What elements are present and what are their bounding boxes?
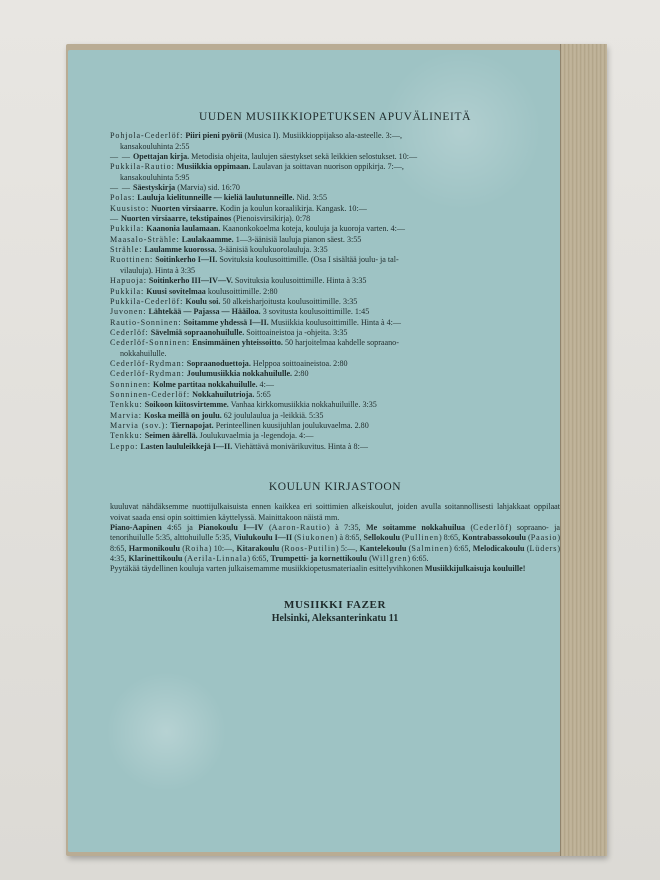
entry-description: (Marvia) sid. 16:70 [175, 183, 240, 193]
entry-title: Laulakaamme. [181, 234, 234, 244]
entry-title: Laulamme kuorossa. [144, 245, 217, 255]
school-author: Aerila-Linnala [187, 554, 248, 564]
entry-title: Kolme partitaa nokkahuilulle. [152, 379, 258, 389]
entry-item [110, 183, 560, 193]
entry-author: Leppo: [110, 441, 139, 451]
entry-description: 62 joululaulua ja -leikkiä. 5:35 [221, 410, 324, 420]
entry-title: Soitinkerho III—IV—V. [148, 276, 233, 286]
school-title: Sellokoulu [363, 533, 400, 543]
entry-item [110, 193, 560, 203]
publisher-block [110, 599, 560, 625]
entry-description: Helppoa soittoaineistoa. 2:80 [250, 358, 348, 368]
entry-title: Joulumusiikkia nokkahuilulle. [186, 369, 293, 379]
school-author: Roos-Putilin [284, 543, 336, 553]
entry-title: Soitamme yhdessä I—II. [183, 317, 269, 327]
entry-description: Vanhaa kirkkomusiikkia nokkahuiluille. 3:35 [228, 400, 377, 410]
entry-item [110, 421, 560, 431]
entry-title: Sävelmiä sopraanohuilulle. [150, 327, 245, 337]
school-author: Willgren [371, 554, 408, 564]
entry-description: (Pienoisvirsikirja). 0:78 [231, 214, 311, 224]
school-price: ) 6:65, [449, 543, 473, 553]
entry-item [110, 307, 560, 317]
entry-author: Tenkku: [110, 431, 143, 441]
entry-item [110, 369, 560, 379]
library-intro: kuuluvat nähdäksemme nuottijulkaisuista ennen kaikkea eri soittimien alkeiskoulut, joiden avulla soitannollisesti lahjakkaat oppilaat voivat saada ensi opin soittimien käyttelyssä. Mainittakoon näistä mm. [110, 502, 560, 522]
entry-description: Sovituksia koulusoittimille. (Osa I sisältää joulu- ja tal- [217, 255, 399, 265]
school-text: ( [263, 523, 272, 533]
brochure-text: Pyytäkää täydellinen kouluja varten julkaisemamme musiikkiopetusmateriaalin esittelyvihkonen [110, 564, 425, 574]
school-title: Piano-Aapinen [110, 523, 162, 533]
entry-description: 50 harjoitelmaa kahdelle sopraano- [282, 338, 399, 348]
school-text: ( [367, 554, 372, 564]
entry-author: Cederlöf: [110, 327, 149, 337]
entry-description: 50 alkeisharjoitusta koulusoittimille. 3:35 [220, 296, 358, 306]
entry-item [110, 338, 560, 359]
school-title: Pianokoulu I—IV [198, 523, 264, 533]
heading-teaching-aids: UUDEN MUSIIKKIOPETUKSEN APUVÄLINEITÄ [198, 111, 472, 123]
entry-title: Nuorten virsiaarre, tekstipainos [121, 214, 232, 224]
publisher-name: MUSIIKKI FAZER [283, 598, 386, 611]
entry-item [110, 235, 560, 245]
entry-author: Marvia: [110, 410, 142, 420]
entry-description: 1—3-äänisiä lauluja pianon säest. 3:55 [233, 234, 362, 244]
school-price: ) 6:65, [247, 554, 271, 564]
entry-title: Lauluja kielitunneille — kieliä laulutunneille. [137, 193, 295, 203]
entry-item [110, 152, 560, 162]
school-text: ( [179, 543, 185, 553]
entry-author: Cederlöf-Sonninen: [110, 338, 191, 348]
school-title: Trumpetti- ja kornettikoulu [270, 554, 368, 564]
entry-title: Säestyskirja [132, 183, 176, 193]
entry-description: Joulukuvaelmia ja -legendoja. 4:— [197, 431, 314, 441]
entry-author: Pukkila-Cederlöf: [110, 296, 184, 306]
school-title: Klarinettikoulu [128, 554, 183, 564]
school-author: Cederlöf [473, 523, 509, 533]
school-text: ( [292, 533, 297, 543]
school-text: ( [406, 543, 412, 553]
school-author: Aaron-Rautio [271, 523, 327, 533]
entry-description: koulusoittimille. 2:80 [205, 286, 278, 296]
school-price: ) 5:—, [335, 543, 360, 553]
school-text: 4:65 ja [161, 523, 199, 533]
school-text: ( [182, 554, 188, 564]
entry-item [110, 287, 560, 297]
entry-title: Soitinkerho I—II. [155, 255, 218, 265]
entry-item [110, 224, 560, 234]
school-author: Salminen [411, 543, 450, 553]
entry-title: Piiri pieni pyörii [185, 131, 243, 141]
school-text: ( [526, 533, 531, 543]
entry-author: Pukkila: [110, 224, 145, 234]
entry-continuation: kansakouluhinta 2:55 [120, 141, 190, 151]
entry-author: Marvia (sov.): [110, 420, 169, 430]
entry-title: Koulu soi. [185, 296, 221, 306]
school-title: Me soitamme nokkahuilua [366, 523, 466, 533]
entry-author: Pohjola-Cederlöf: [110, 131, 184, 141]
school-title: Kitarakoulu [236, 543, 280, 553]
school-title: Kantelekoulu [359, 543, 407, 553]
entry-author: — [110, 214, 119, 224]
entry-continuation: vilauluja). Hinta à 3:35 [120, 265, 196, 275]
entry-description: Perinteellinen kuusijuhlan joulukuvaelma. 2.80 [213, 420, 369, 430]
entry-title: Tiernapojat. [170, 420, 214, 430]
entry-title: Koska meillä on joulu. [143, 410, 222, 420]
entry-title: Kuusi sovitelmaa [146, 286, 206, 296]
entry-title: Nuorten virsiaarre. [151, 203, 219, 213]
entry-item [110, 359, 560, 369]
entry-author: Hapuoja: [110, 276, 147, 286]
school-text: ( [465, 523, 474, 533]
brochure-title: Musiikkijulkaisuja kouluille! [424, 564, 526, 574]
entry-description: Sovituksia koulusoittimille. Hinta à 3:35 [232, 276, 367, 286]
entry-description: Soittoaineistoa ja -ohjeita. 3:35 [244, 327, 348, 337]
school-author: Paasio [530, 533, 558, 543]
school-author: Pullinen [404, 533, 439, 543]
school-price: ) 10:—, [208, 543, 237, 553]
entry-continuation: nokkahuilulle. [120, 348, 167, 358]
entry-item [110, 318, 560, 328]
school-price: ) à 8:65, [334, 533, 364, 543]
entry-title: Nokkahuilutrioja. [192, 389, 255, 399]
school-price: ) 8:65, [110, 533, 561, 553]
entry-title: Seimen äärellä. [144, 431, 198, 441]
entry-item [110, 214, 560, 224]
entry-item [110, 276, 560, 286]
publisher-address: Helsinki, Aleksanterinkatu 11 [271, 612, 399, 624]
school-text: ( [400, 533, 405, 543]
entry-item [110, 400, 560, 410]
school-title: Melodicakoulu [472, 543, 525, 553]
school-author: Lüders [529, 543, 558, 553]
entry-description: 5:65 [254, 389, 271, 399]
entry-author: Sonninen-Cederlöf: [110, 389, 191, 399]
entry-description: 2:80 [292, 369, 309, 379]
school-title: Viulukoulu I—II [233, 533, 293, 543]
school-text: ( [524, 543, 530, 553]
entry-description: Musiikkia koulusoittimille. Hinta à 4:— [268, 317, 401, 327]
entry-title: Ensimmäinen yhteissoitto. [192, 338, 283, 348]
school-price: ) 6:65. [407, 554, 429, 564]
entry-continuation: kansakouluhinta 5:95 [120, 172, 190, 182]
entry-author: Ruottinen: [110, 255, 154, 265]
book-spine [560, 44, 607, 856]
cover-text [110, 112, 560, 625]
entry-item [110, 162, 560, 183]
entry-author: Rautio-Sonninen: [110, 317, 182, 327]
entry-author: Maasalo-Strähle: [110, 234, 180, 244]
entry-author: Kuusisto: [110, 203, 150, 213]
entry-author: Pukkila-Rautio: [110, 162, 175, 172]
entry-title: Soikoon kiitosvirtemme. [144, 400, 229, 410]
school-price: ) à 7:35, [326, 523, 366, 533]
entry-description: 3 sovitusta koulusoittimille. 1:45 [260, 307, 370, 317]
entry-author: Juvonen: [110, 307, 147, 317]
entry-author: Polas: [110, 193, 136, 203]
entry-description: 4:— [257, 379, 274, 389]
school-price: ) 4:35, [110, 543, 561, 564]
entry-author: — — [110, 152, 131, 162]
entry-item [110, 131, 560, 152]
entry-title: Musiikkia oppimaan. [176, 162, 251, 172]
entry-description: Metodisia ohjeita, laulujen säestykset sekä leikkien selostukset. 10:— [189, 152, 418, 162]
entry-item [110, 255, 560, 276]
entry-item [110, 328, 560, 338]
entries-list [110, 131, 560, 452]
entry-title: Sopraanoduettoja. [186, 358, 251, 368]
entry-item [110, 204, 560, 214]
entry-author: Sonninen: [110, 379, 151, 389]
school-title: Harmonikoulu [128, 543, 180, 553]
school-price: ) 8:65, [438, 533, 463, 543]
entry-description: Kaanonkokoelma koteja, kouluja ja kuoroja varten. 4:— [220, 224, 405, 234]
entry-author: Tenkku: [110, 400, 143, 410]
entry-author: Strähle: [110, 245, 143, 255]
entry-description: (Musica I). Musiikkioppijakso ala-asteelle. 3:—, [242, 131, 403, 141]
entry-title: Lasten laululeikkejä I—II. [140, 441, 233, 451]
entry-description: Kodin ja koulun koraalikirja. Kangask. 10:— [218, 203, 367, 213]
entry-author: Cederlöf-Rydman: [110, 369, 185, 379]
entry-title: Opettajan kirja. [132, 152, 190, 162]
brochure-note [110, 564, 560, 574]
entry-description: 3-äänisiä koulukuorolauluja. 3:35 [216, 245, 328, 255]
entry-description: Viehättävä monivärikuvitus. Hinta à 8:— [232, 441, 368, 451]
entry-title: Lähtekää — Pajassa — Hääiloa. [148, 307, 261, 317]
entry-description: Nid. 3:55 [294, 193, 328, 203]
school-title: Kontrabassokoulu [462, 533, 527, 543]
school-price: ) sopraano- ja tenorihuilulle 5:35, alttohuilulle 5:35, [110, 523, 561, 543]
school-author: Siukonen [296, 533, 335, 543]
entry-item [110, 442, 560, 452]
school-text: ( [279, 543, 285, 553]
heading-school-library: KOULUN KIRJASTOON [268, 481, 402, 493]
entry-item [110, 245, 560, 255]
entry-description: Laulavan ja soittavan nuorison oppikirja. 7:—, [250, 162, 404, 172]
entry-item [110, 431, 560, 441]
school-list [110, 523, 560, 564]
entry-author: Cederlöf-Rydman: [110, 358, 185, 368]
entry-item [110, 297, 560, 307]
entry-author: — — [110, 183, 131, 193]
entry-item [110, 411, 560, 421]
entry-title: Kaanonia laulamaan. [146, 224, 221, 234]
entry-item [110, 390, 560, 400]
school-author: Roiha [184, 543, 209, 553]
entry-item [110, 380, 560, 390]
entry-author: Pukkila: [110, 286, 145, 296]
